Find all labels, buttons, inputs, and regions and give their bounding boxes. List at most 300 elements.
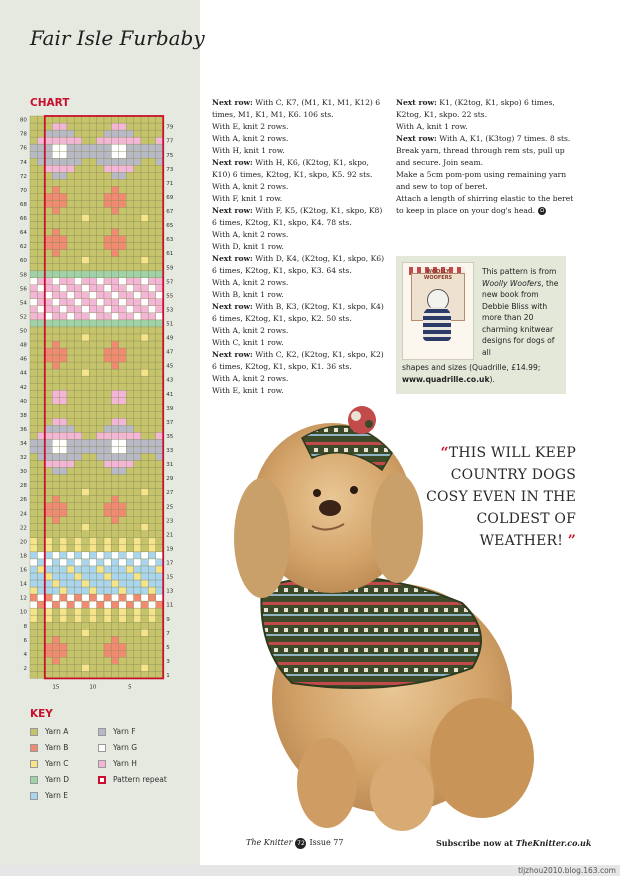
chart-cell: [37, 207, 44, 214]
chart-cell: [30, 383, 37, 390]
chart-cell: [67, 587, 74, 594]
chart-cell: [134, 453, 141, 460]
chart-cell: [89, 460, 96, 467]
chart-cell: [156, 383, 163, 390]
chart-cell: [37, 601, 44, 608]
chart-cell: [30, 608, 37, 615]
chart-cell: [60, 179, 67, 186]
chart-cell: [89, 327, 96, 334]
chart-cell: [74, 200, 81, 207]
promo-url-link[interactable]: www.quadrille.co.uk: [402, 374, 490, 384]
chart-cell: [97, 243, 104, 250]
instruction-text: With B, K3, (K2tog, K1, skpo, K4) 6 times, K2tog, K1, skpo, K2. 50 sts.: [212, 302, 384, 323]
chart-cell: [74, 257, 81, 264]
row-label-right: 35: [166, 433, 174, 440]
chart-cell: [82, 594, 89, 601]
key-swatch: [98, 760, 106, 768]
chart-cell: [74, 341, 81, 348]
key-swatch: [98, 728, 106, 736]
close-quote-mark: ”: [567, 533, 576, 549]
chart-cell: [141, 475, 148, 482]
chart-cell: [74, 271, 81, 278]
chart-cell: [111, 397, 118, 404]
chart-cell: [67, 250, 74, 257]
chart-cell: [119, 475, 126, 482]
chart-cell: [148, 580, 155, 587]
chart-cell: [67, 383, 74, 390]
instruction-line: [396, 193, 574, 217]
row-label-right: 23: [166, 518, 174, 525]
chart-cell: [52, 594, 59, 601]
key-label: Yarn A: [45, 727, 69, 736]
chart-cell: [82, 306, 89, 313]
chart-cell: [30, 657, 37, 664]
chart-cell: [104, 236, 111, 243]
chart-cell: [60, 341, 67, 348]
chart-cell: [74, 425, 81, 432]
chart-cell: [37, 545, 44, 552]
chart-cell: [82, 657, 89, 664]
footer-magazine: [246, 838, 343, 849]
chart-cell: [156, 320, 163, 327]
chart-cell: [119, 334, 126, 341]
chart-cell: [104, 285, 111, 292]
chart-cell: [126, 200, 133, 207]
chart-cell: [141, 404, 148, 411]
chart-cell: [74, 552, 81, 559]
chart-cell: [45, 432, 52, 439]
chart-cell: [74, 531, 81, 538]
chart-cell: [45, 650, 52, 657]
chart-cell: [156, 559, 163, 566]
chart-cell: [45, 123, 52, 130]
chart-cell: [67, 243, 74, 250]
key-label: Yarn E: [45, 791, 68, 800]
instruction-line: [212, 121, 388, 133]
chart-cell: [52, 531, 59, 538]
chart-cell: [74, 137, 81, 144]
column-label: 5: [128, 684, 132, 691]
chart-cell: [104, 397, 111, 404]
chart-cell: [45, 482, 52, 489]
chart-cell: [97, 264, 104, 271]
chart-cell: [89, 545, 96, 552]
chart-cell: [148, 390, 155, 397]
chart-cell: [134, 671, 141, 678]
chart-cell: [60, 671, 67, 678]
chart-cell: [119, 573, 126, 580]
column-label: 15: [52, 684, 60, 691]
chart-cell: [119, 243, 126, 250]
chart-cell: [104, 172, 111, 179]
chart-cell: [104, 482, 111, 489]
row-label-left: 20: [19, 539, 27, 546]
chart-cell: [119, 341, 126, 348]
dog-leg-right: [370, 755, 434, 831]
chart-cell: [104, 587, 111, 594]
chart-cell: [97, 453, 104, 460]
chart-cell: [134, 369, 141, 376]
chart-cell: [104, 671, 111, 678]
chart-cell: [82, 418, 89, 425]
chart-cell: [97, 503, 104, 510]
chart-cell: [37, 622, 44, 629]
chart-cell: [37, 320, 44, 327]
chart-cell: [97, 559, 104, 566]
book-cover-image: [402, 262, 474, 360]
chart-cell: [156, 257, 163, 264]
chart-cell: [52, 475, 59, 482]
chart-cell: [52, 629, 59, 636]
chart-cell: [67, 221, 74, 228]
chart-cell: [67, 418, 74, 425]
chart-cell: [126, 306, 133, 313]
chart-cell: [89, 601, 96, 608]
chart-cell: [97, 285, 104, 292]
chart-cell: [148, 376, 155, 383]
chart-cell: [104, 650, 111, 657]
chart-cell: [82, 446, 89, 453]
chart-cell: [52, 460, 59, 467]
chart-cell: [82, 116, 89, 123]
chart-cell: [141, 172, 148, 179]
chart-cell: [134, 341, 141, 348]
chart-cell: [111, 657, 118, 664]
chart-cell: [156, 348, 163, 355]
chart-cell: [111, 664, 118, 671]
row-label-right: 57: [166, 279, 174, 286]
chart-cell: [111, 587, 118, 594]
chart-cell: [141, 236, 148, 243]
chart-cell: [89, 292, 96, 299]
chart-cell: [30, 207, 37, 214]
chart-cell: [119, 510, 126, 517]
chart-cell: [45, 566, 52, 573]
chart-cell: [119, 306, 126, 313]
chart-cell: [119, 531, 126, 538]
chart-cell: [45, 116, 52, 123]
chart-cell: [97, 643, 104, 650]
chart-cell: [119, 468, 126, 475]
chart-cell: [30, 489, 37, 496]
chart-cell: [148, 214, 155, 221]
chart-cell: [45, 292, 52, 299]
chart-cell: [97, 608, 104, 615]
chart-cell: [126, 482, 133, 489]
knitting-chart: [10, 110, 190, 699]
chart-cell: [111, 608, 118, 615]
chart-cell: [52, 650, 59, 657]
chart-cell: [97, 165, 104, 172]
chart-cell: [119, 524, 126, 531]
chart-cell: [82, 243, 89, 250]
chart-cell: [141, 193, 148, 200]
chart-cell: [82, 292, 89, 299]
chart-cell: [148, 482, 155, 489]
chart-cell: [74, 369, 81, 376]
chart-cell: [126, 243, 133, 250]
chart-cell: [156, 123, 163, 130]
chart-cell: [45, 629, 52, 636]
chart-cell: [67, 510, 74, 517]
chart-cell: [111, 432, 118, 439]
chart-cell: [156, 271, 163, 278]
chart-cell: [156, 369, 163, 376]
chart-cell: [126, 292, 133, 299]
chart-cell: [89, 608, 96, 615]
chart-cell: [111, 460, 118, 467]
chart-cell: [60, 285, 67, 292]
chart-cell: [82, 383, 89, 390]
chart-cell: [60, 524, 67, 531]
footer-subscribe-link[interactable]: TheKnitter.co.uk: [515, 838, 592, 848]
chart-cell: [156, 566, 163, 573]
chart-cell: [104, 165, 111, 172]
chart-cell: [30, 200, 37, 207]
chart-cell: [119, 158, 126, 165]
chart-cell: [134, 144, 141, 151]
chart-cell: [134, 559, 141, 566]
chart-cell: [141, 580, 148, 587]
chart-cell: [60, 615, 67, 622]
chart-cell: [37, 123, 44, 130]
chart-cell: [60, 418, 67, 425]
chart-cell: [97, 552, 104, 559]
chart-cell: [89, 594, 96, 601]
chart-cell: [89, 552, 96, 559]
chart-cell: [141, 446, 148, 453]
chart-cell: [141, 214, 148, 221]
chart-cell: [37, 236, 44, 243]
chart-cell: [45, 468, 52, 475]
row-label-right: 49: [166, 335, 174, 342]
chart-cell: [104, 531, 111, 538]
key-swatch: [30, 744, 38, 752]
chart-cell: [104, 144, 111, 151]
chart-cell: [141, 594, 148, 601]
chart-cell: [52, 559, 59, 566]
chart-cell: [37, 531, 44, 538]
chart-cell: [67, 460, 74, 467]
chart-cell: [30, 123, 37, 130]
chart-cell: [97, 531, 104, 538]
chart-cell: [97, 510, 104, 517]
chart-cell: [97, 566, 104, 573]
chart-cell: [82, 172, 89, 179]
chart-cell: [37, 594, 44, 601]
chart-cell: [126, 327, 133, 334]
chart-cell: [37, 186, 44, 193]
chart-cell: [97, 320, 104, 327]
key-swatch: [30, 792, 38, 800]
chart-cell: [104, 559, 111, 566]
chart-cell: [52, 158, 59, 165]
chart-cell: [82, 503, 89, 510]
chart-cell: [119, 369, 126, 376]
chart-cell: [45, 615, 52, 622]
instruction-line: [212, 325, 388, 337]
chart-cell: [37, 650, 44, 657]
chart-cell: [97, 418, 104, 425]
chart-cell: [148, 355, 155, 362]
row-label-left: 38: [19, 412, 27, 419]
chart-cell: [126, 573, 133, 580]
chart-cell: [134, 636, 141, 643]
chart-cell: [111, 671, 118, 678]
chart-cell: [30, 601, 37, 608]
chart-cell: [30, 144, 37, 151]
chart-cell: [45, 439, 52, 446]
chart-cell: [126, 587, 133, 594]
chart-cell: [37, 151, 44, 158]
chart-cell: [97, 306, 104, 313]
instruction-text: With A, knit 2 rows.: [212, 182, 289, 191]
chart-cell: [74, 636, 81, 643]
chart-cell: [37, 404, 44, 411]
chart-cell: [104, 320, 111, 327]
instruction-bold: Next row:: [396, 98, 437, 107]
chart-cell: [89, 250, 96, 257]
chart-cell: [156, 292, 163, 299]
chart-cell: [104, 334, 111, 341]
chart-cell: [45, 425, 52, 432]
row-label-left: 10: [19, 609, 27, 616]
chart-cell: [52, 446, 59, 453]
chart-cell: [52, 250, 59, 257]
chart-cell: [148, 151, 155, 158]
chart-cell: [67, 446, 74, 453]
chart-cell: [60, 404, 67, 411]
chart-cell: [89, 271, 96, 278]
chart-cell: [89, 313, 96, 320]
chart-cell: [30, 524, 37, 531]
chart-cell: [89, 285, 96, 292]
chart-cell: [111, 292, 118, 299]
chart-cell: [52, 257, 59, 264]
chart-cell: [67, 489, 74, 496]
chart-cell: [156, 200, 163, 207]
promo-text: [482, 266, 562, 358]
chart-cell: [126, 622, 133, 629]
chart-cell: [45, 622, 52, 629]
chart-cell: [119, 545, 126, 552]
chart-cell: [45, 517, 52, 524]
chart-cell: [60, 446, 67, 453]
chart-cell: [37, 573, 44, 580]
row-label-left: 54: [19, 300, 27, 307]
chart-cell: [126, 236, 133, 243]
chart-cell: [74, 671, 81, 678]
chart-cell: [134, 629, 141, 636]
chart-cell: [119, 390, 126, 397]
chart-cell: [37, 524, 44, 531]
chart-cell: [67, 278, 74, 285]
chart-cell: [148, 432, 155, 439]
chart-cell: [45, 397, 52, 404]
chart-cell: [82, 460, 89, 467]
chart-cell: [111, 313, 118, 320]
chart-cell: [156, 299, 163, 306]
chart-cell: [52, 228, 59, 235]
chart-cell: [148, 594, 155, 601]
instruction-text: Make a 5cm pom-pom using remaining yarn and sew to top of beret.: [396, 170, 567, 191]
chart-cell: [119, 580, 126, 587]
chart-cell: [89, 404, 96, 411]
row-label-right: 77: [166, 138, 174, 145]
chart-cell: [97, 236, 104, 243]
chart-cell: [30, 671, 37, 678]
chart-cell: [45, 664, 52, 671]
chart-cell: [134, 482, 141, 489]
chart-cell: [82, 608, 89, 615]
chart-cell: [126, 432, 133, 439]
chart-cell: [45, 165, 52, 172]
chart-cell: [74, 453, 81, 460]
chart-cell: [82, 207, 89, 214]
chart-cell: [141, 292, 148, 299]
chart-cell: [60, 425, 67, 432]
chart-cell: [37, 432, 44, 439]
chart-cell: [52, 214, 59, 221]
chart-cell: [60, 334, 67, 341]
chart-cell: [148, 299, 155, 306]
chart-cell: [37, 580, 44, 587]
chart-cell: [119, 629, 126, 636]
chart-cell: [141, 165, 148, 172]
chart-cell: [156, 236, 163, 243]
chart-cell: [45, 348, 52, 355]
chart-cell: [148, 636, 155, 643]
chart-cell: [60, 390, 67, 397]
row-label-left: 46: [19, 356, 27, 363]
chart-cell: [119, 193, 126, 200]
chart-cell: [82, 257, 89, 264]
chart-cell: [111, 643, 118, 650]
chart-cell: [97, 271, 104, 278]
chart-cell: [30, 664, 37, 671]
chart-cell: [134, 207, 141, 214]
chart-cell: [82, 137, 89, 144]
chart-cell: [119, 221, 126, 228]
chart-cell: [60, 250, 67, 257]
chart-cell: [97, 278, 104, 285]
dog-ear-right: [371, 473, 423, 583]
chart-cell: [148, 404, 155, 411]
instruction-bold: Next row:: [396, 134, 437, 143]
row-label-left: 36: [19, 426, 27, 433]
chart-cell: [104, 327, 111, 334]
chart-cell: [67, 200, 74, 207]
chart-cell: [45, 453, 52, 460]
chart-cell: [111, 376, 118, 383]
chart-cell: [52, 151, 59, 158]
chart-cell: [82, 622, 89, 629]
chart-cell: [148, 503, 155, 510]
chart-cell: [134, 608, 141, 615]
chart-cell: [148, 643, 155, 650]
chart-cell: [37, 559, 44, 566]
chart-cell: [45, 257, 52, 264]
chart-cell: [45, 271, 52, 278]
chart-cell: [74, 418, 81, 425]
chart-cell: [30, 552, 37, 559]
chart-cell: [60, 475, 67, 482]
chart-cell: [37, 264, 44, 271]
chart-cell: [60, 165, 67, 172]
chart-cell: [89, 636, 96, 643]
chart-cell: [82, 214, 89, 221]
chart-cell: [45, 545, 52, 552]
